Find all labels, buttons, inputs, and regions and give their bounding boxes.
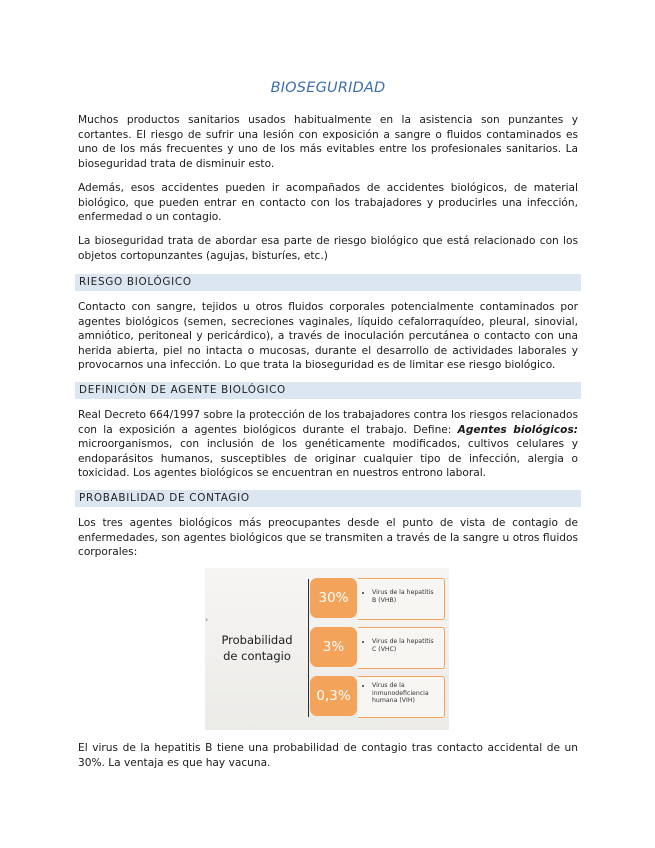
desc-box-vih — [358, 676, 445, 718]
intro-paragraph-1: Muchos productos sanitarios usados habitualmente en la asistencia son punzantes y cortantes. El riesgo de sufrir una lesión con exposición a sangre o fluidos contaminados es uno de los más frecuentes y uno de los más evitables entre los profesionales sanitarios. La bioseguridad trata de disminuir esto. — [78, 114, 578, 170]
desc-vhc-line-2: C (VHC) — [372, 645, 397, 653]
closing-paragraph: El virus de la hepatitis B tiene una probabilidad de contagio tras contacto accidental de un 30%. La ventaja es que hay vacuna. — [78, 742, 578, 769]
desc-vhb-line-2: B (VHB) — [372, 596, 397, 604]
percent-badge-vhb: 30% — [310, 578, 357, 618]
definicion-text-after: microorganismos, con inclusión de los genéticamente modificados, cultivos celulares y endoparásitos humanos, susceptibles de originar cualquier tipo de infección, alergia o toxicidad. Los agentes biológicos se encuentran en nuestros entrono laboral. — [78, 438, 578, 480]
definicion-paragraph — [78, 408, 578, 481]
intro-paragraph-2: Además, esos accidentes pueden ir acompañados de accidentes biológicos, de material biológico, que pueden entrar en contacto con los trabajadores y producirles una infección, enfermedad o un contagio. — [78, 182, 578, 224]
riesgo-paragraph: Contacto con sangre, tejidos u otros fluidos corporales potencialmente contaminados por agentes biológicos (semen, secreciones vaginales, líquido cefalorraquídeo, pleural, sinovial, amniótico, peritoneal y pericárdico), a través de inoculación percutánea o contacto con una herida abierta, piel no intacta o mucosas, durante el desarrollo de actividades laborales y provocarnos una infección. Lo que trata la bioseguridad es de limitar ese riesgo biológico. — [78, 301, 578, 372]
percent-badge-vih: 0,3% — [310, 676, 357, 716]
desc-vih-line-3: humana (VIH) — [372, 697, 415, 705]
section-heading-riesgo: RIESGO BIOLÓGICO — [75, 274, 581, 291]
desc-vhc-line-1: Virus de la hepatitis — [372, 638, 434, 645]
section-heading-probabilidad: PROBABILIDAD DE CONTAGIO — [75, 490, 581, 507]
probabilidad-paragraph: Los tres agentes biológicos más preocupantes desde el punto de vista de contagio de enfermedades, son agentes biológicos que se transmiten a través de la sangre u otros fluidos corporales: — [78, 517, 578, 559]
desc-vih-line-1: Virus de la — [372, 682, 405, 689]
figure-tick-mark: › — [205, 615, 209, 624]
figure-label — [205, 632, 309, 664]
intro-paragraph-3: La bioseguridad trata de abordar esa parte de riesgo biológico que está relacionado con los objetos cortopunzantes (agujas, bisturíes, etc.) — [78, 235, 578, 262]
definicion-text-before: Real Decreto 664/1997 sobre la protección de los trabajadores contra los riesgos relacionados con la exposición a agentes biológicos durante el trabajo. Define: — [78, 409, 578, 436]
figure-label-line-1: Probabilidad — [221, 633, 293, 647]
document-title: BIOSEGURIDAD — [270, 80, 386, 96]
desc-box-vhb — [358, 578, 445, 620]
desc-vih-line-2: inmunodeficiencia — [372, 689, 429, 697]
percent-badge-vhc: 3% — [310, 627, 357, 667]
desc-vhb-line-1: Virus de la hepatitis — [372, 589, 434, 596]
desc-box-vhc — [358, 627, 445, 669]
section-heading-definicion: DEFINICIÓN DE AGENTE BIOLÓGICO — [75, 382, 581, 399]
figure-label-line-2: de contagio — [223, 649, 291, 663]
definicion-term: Agentes biológicos: — [457, 423, 579, 436]
contagio-probability-figure — [205, 568, 449, 730]
